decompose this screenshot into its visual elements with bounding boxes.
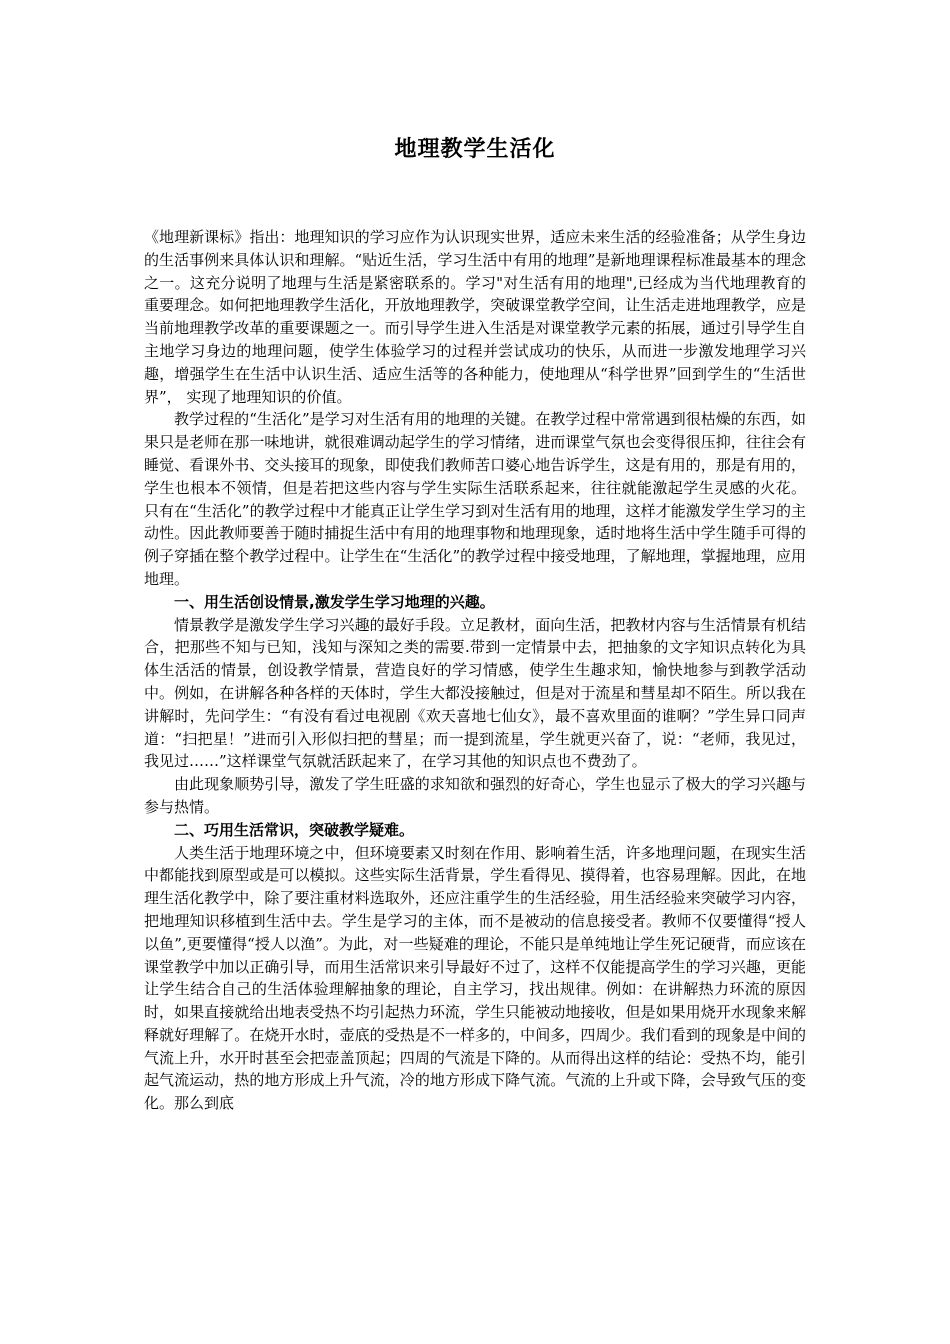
section-heading-1: 一、用生活创设情景,激发学生学习地理的兴趣。 [174, 592, 495, 611]
paragraph-intro: 《地理新课标》指出：地理知识的学习应作为认识现实世界，适应未来生活的经验准备；从学生身边的生活事例来具体认识和理解。“贴近生活，学习生活中有用的地理”是新地理课程标准最基本的理念之一。这充分说明了地理与生活是紧密联系的。学习"对生活有用的地理",已经成为当代地理教育的重要理念。如何把地理教学生活化，开放地理教学，突破课堂教学空间，让生活走进地理教学，应是当前地理教学改革的重要课题之一。而引导学生进入生活是对课堂教学元素的拓展，通过引导学生自主地学习身边的地理问题，使学生体验学习的过程并尝试成功的快乐，从而进一步激发地理学习兴趣，增强学生在生活中认识生活、适应生活等的各种能力，使地理从“科学世界”回到学生的“生活世界”， 实现了地理知识的价值。 [144, 228, 806, 406]
paragraph-process: 教学过程的“生活化”是学习对生活有用的地理的关键。在教学过程中常常遇到很枯燥的东西，如果只是老师在那一味地讲，就很难调动起学生的学习情绪，进而课堂气氛也会变得很压抑，往往会有睡觉、看课外书、交头接耳的现象，即使我们教师苦口婆心地告诉学生，这是有用的，那是有用的，学生也根本不领情，但是若把这些内容与学生实际生活联系起来，往往就能激起学生灵感的火花。 只有在“生活化”的教学过程中才能真正让学生学习到对生活有用的地理，这样才能激发学生学习的主动性。因此教师要善于随时捕捉生活中有用的地理事物和地理现象，适时地将生活中学生随手可得的例子穿插在整个教学过程中。让学生在“生活化”的教学过程中接受地理，了解地理，掌握地理，应用地理。 [144, 410, 806, 588]
document-title: 地理教学生活化 [394, 137, 556, 162]
paragraph-common-sense: 人类生活于地理环境之中，但环境要素又时刻在作用、影响着生活，许多地理问题，在现实生活中都能找到原型或是可以模拟。这些实际生活背景，学生看得见、摸得着，也容易理解。因此，在地理生活化教学中，除了要注重材料选取外，还应注重学生的生活经验，用生活经验来突破学习内容，把地理知识移植到生活中去。学生是学习的主体，而不是被动的信息接受者。教师不仅要懂得“授人以鱼”,更要懂得“授人以渔”。为此，对一些疑难的理论，不能只是单纯地让学生死记硬背，而应该在课堂教学中加以正确引导，而用生活常识来引导最好不过了，这样不仅能提高学生的学习兴趣，更能让学生结合自己的生活体验理解抽象的理论，自主学习，找出规律。例如：在讲解热力环流的原因时，如果直接就给出地表受热不均引起热力环流，学生只能被动地接收，但是如果用烧开水现象来解释就好理解了。在烧开水时，壶底的受热是不一样多的，中间多，四周少。我们看到的现象是中间的气流上升，水开时甚至会把壶盖顶起；四周的气流是下降的。从而得出这样的结论：受热不均，能引起气流运动，热的地方形成上升气流，冷的地方形成下降气流。气流的上升或下降，会导致气压的变化。那么到底 [144, 843, 806, 1113]
document-body [144, 226, 806, 1115]
paragraph-scenario: 情景教学是激发学生学习兴趣的最好手段。立足教材，面向生活，把教材内容与生活情景有机结合，把那些不知与已知，浅知与深知之类的需要.带到一定情景中去，把抽象的文字知识点转化为具体生活活的情景，创设教学情景，营造良好的学习情感，使学生生趣求知，愉快地参与到教学活动中。例如，在讲解各种各样的天体时，学生大都没接触过，但是对于流星和彗星却不陌生。所以我在讲解时，先问学生：“有没有看过电视剧《欢天喜地七仙女》，最不喜欢里面的谁啊？”学生异口同声道：“扫把星！”进而引入形似扫把的彗星；而一提到流星，学生就更兴奋了，说：“老师，我见过，我见过……”这样课堂气氛就活跃起来了，在学习其他的知识点也不费劲了。 [144, 615, 806, 771]
paragraph-guidance: 由此现象顺势引导，激发了学生旺盛的求知欲和强烈的好奇心，学生也显示了极大的学习兴趣与参与热情。 [144, 775, 806, 816]
section-heading-2: 二、巧用生活常识，突破教学疑难。 [174, 820, 415, 839]
